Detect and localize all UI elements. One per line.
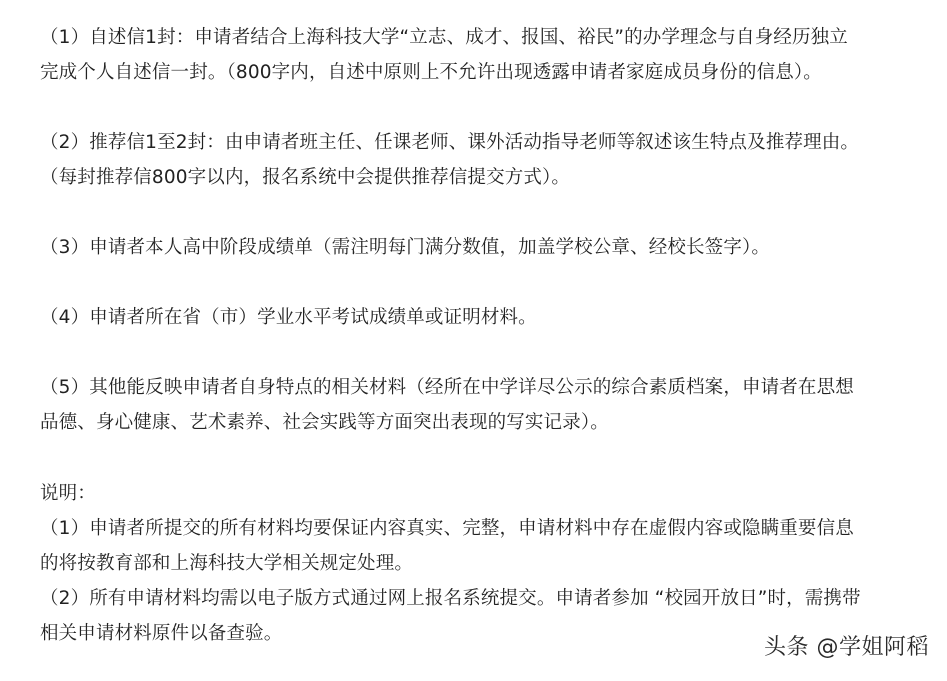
item-recommendation-letters <box>40 125 920 195</box>
item-transcript <box>40 230 920 265</box>
notes-heading: 说明： <box>40 483 96 504</box>
text-line: 品德、身心健康、艺术素养、社会实践等方面突出表现的写实记录）。 <box>40 412 609 433</box>
text-line: （3）申请者本人高中阶段成绩单（需注明每门满分数值，加盖学校公章、经校长签字）。 <box>40 237 771 258</box>
item-proficiency-exam <box>40 300 920 335</box>
text-line: （1）申请者所提交的所有材料均要保证内容真实、完整，申请材料中存在虚假内容或隐瞒重要信息 <box>40 518 854 539</box>
text-line: （4）申请者所在省（市）学业水平考试成绩单或证明材料。 <box>40 307 537 328</box>
text-line: （2）推荐信1至2封：由申请者班主任、任课老师、课外活动指导老师等叙述该生特点及推荐理由。 <box>40 132 860 153</box>
item-self-statement <box>40 20 920 90</box>
item-other-materials <box>40 370 920 440</box>
text-line: （5）其他能反映申请者自身特点的相关材料（经所在中学详尽公示的综合素质档案，申请者在思想 <box>40 377 854 398</box>
text-line: 的将按教育部和上海科技大学相关规定处理。 <box>40 553 414 574</box>
watermark: 头条 @学姐阿稻 <box>764 635 929 660</box>
text-line: 完成个人自述信一封。（800字内，自述中原则上不允许出现透露申请者家庭成员身份的信息）。 <box>40 62 822 83</box>
text-line: （每封推荐信800字以内，报名系统中会提供推荐信提交方式）。 <box>40 167 571 188</box>
text-line: （2）所有申请材料均需以电子版方式通过网上报名系统提交。申请者参加 “校园开放日”时，需携带 <box>40 588 861 609</box>
notes-section <box>40 476 920 651</box>
text-line: 相关申请材料原件以备查验。 <box>40 623 283 644</box>
text-line: （1）自述信1封：申请者结合上海科技大学“立志、成才、报国、裕民”的办学理念与自身经历独立 <box>40 27 848 48</box>
